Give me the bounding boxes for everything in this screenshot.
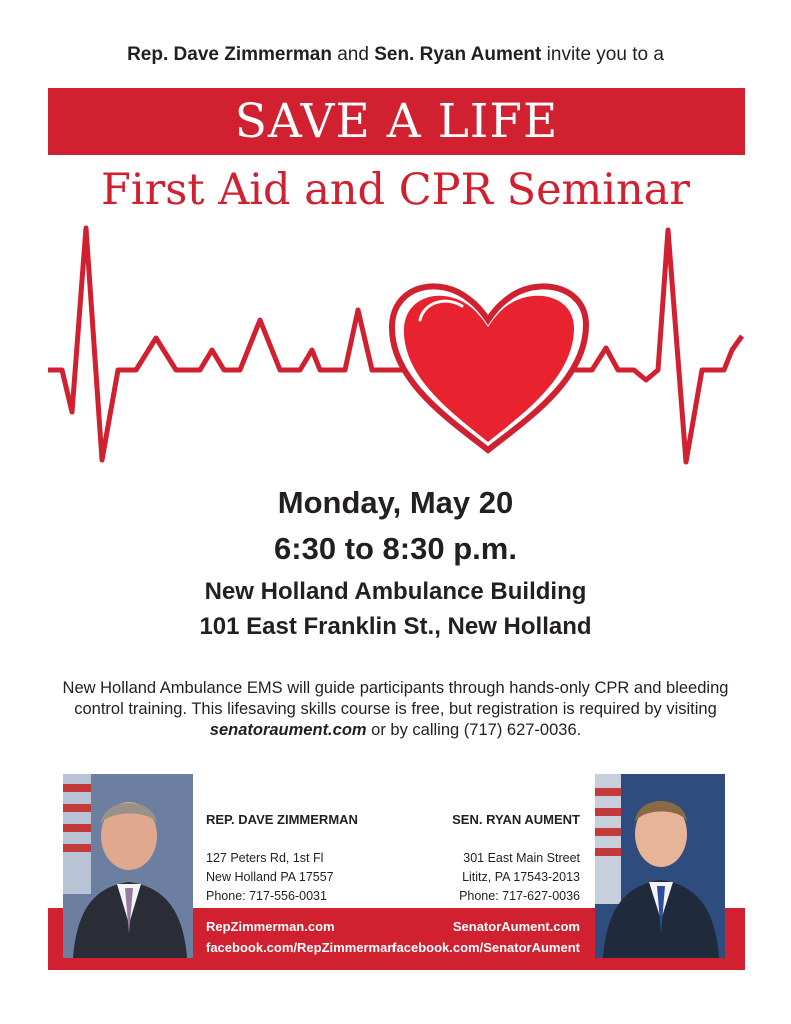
sen-contact-block	[452, 810, 580, 906]
sen-phone: Phone: 717-627-0036	[459, 889, 580, 903]
rep-city: New Holland PA 17557	[206, 870, 334, 884]
registration-website[interactable]: senatoraument.com	[209, 721, 367, 739]
contact-footer	[48, 774, 745, 974]
invite-and: and	[331, 44, 375, 65]
invite-sen-name: Sen. Ryan Aument	[374, 44, 542, 65]
rep-website-link[interactable]: RepZimmerman.com	[206, 919, 335, 934]
rep-portrait-icon	[63, 774, 193, 958]
rep-facebook-link[interactable]: facebook.com/RepZimmerman	[206, 940, 396, 955]
description-part2: or by calling (717) 627-0036.	[366, 721, 582, 739]
sen-street: 301 East Main Street	[463, 851, 580, 865]
event-description	[40, 678, 751, 741]
invite-rep-name: Rep. Dave Zimmerman	[127, 44, 332, 65]
event-date: Monday, May 20	[277, 485, 514, 520]
title-banner	[48, 88, 745, 155]
banner-title: SAVE A LIFE	[234, 94, 559, 149]
event-venue: New Holland Ambulance Building	[204, 578, 587, 605]
invite-line	[0, 44, 791, 66]
description-part1: New Holland Ambulance EMS will guide participants through hands-only CPR and bleeding control training. This lifesaving skills course is free, but registration is required by visiting	[62, 679, 729, 718]
heartbeat-heart-graphic	[0, 220, 791, 480]
event-address: 101 East Franklin St., New Holland	[199, 613, 592, 640]
sen-links	[392, 916, 580, 958]
seminar-subtitle: First Aid and CPR Seminar	[101, 165, 690, 215]
sen-aument-photo	[595, 774, 725, 958]
rep-name: REP. DAVE ZIMMERMAN	[206, 812, 358, 827]
sen-name: SEN. RYAN AUMENT	[452, 812, 580, 827]
sen-portrait-icon	[595, 774, 725, 958]
invite-tail: invite you to a	[541, 44, 664, 65]
rep-street: 127 Peters Rd, 1st Fl	[206, 851, 324, 865]
rep-contact-block	[206, 810, 358, 906]
sen-website-link[interactable]: SenatorAument.com	[452, 919, 580, 934]
rep-zimmerman-photo	[63, 774, 193, 958]
sen-city: Lititz, PA 17543-2013	[462, 870, 580, 884]
event-time: 6:30 to 8:30 p.m.	[274, 531, 517, 566]
rep-phone: Phone: 717-556-0031	[206, 889, 327, 903]
rep-links	[206, 916, 395, 958]
sen-facebook-link[interactable]: facebook.com/SenatorAument	[392, 940, 580, 955]
